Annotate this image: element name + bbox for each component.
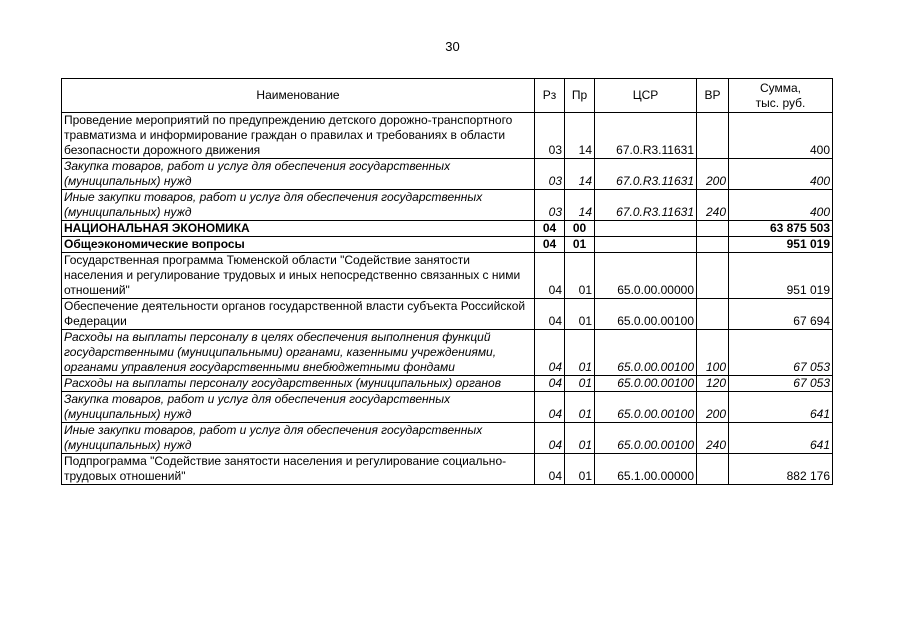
row-vr-cell: 100 <box>697 330 729 376</box>
row-sum-cell: 951 019 <box>729 253 833 299</box>
header-rz: Рз <box>535 79 565 113</box>
row-vr-cell <box>697 454 729 485</box>
row-vr-cell <box>697 253 729 299</box>
row-name-cell: Государственная программа Тюменской области "Содействие занятости населения и регулирование трудовых и иных непосредственно связанных с ними отношений" <box>62 253 535 299</box>
row-sum-cell: 400 <box>729 113 833 159</box>
row-csr-cell <box>595 237 697 253</box>
budget-table <box>61 78 833 485</box>
header-sum-line1: Сумма, <box>759 80 802 95</box>
table-row <box>62 392 833 423</box>
row-vr-cell <box>697 299 729 330</box>
row-pr-cell: 14 <box>565 113 595 159</box>
row-name-cell: Общеэкономические вопросы <box>62 237 535 253</box>
header-name: Наименование <box>62 79 535 113</box>
row-pr-cell: 01 <box>565 253 595 299</box>
row-csr-cell: 67.0.R3.11631 <box>595 113 697 159</box>
row-rz-cell: 04 <box>535 237 565 253</box>
header-csr: ЦСР <box>595 79 697 113</box>
row-csr-cell: 67.0.R3.11631 <box>595 190 697 221</box>
header-sum <box>729 79 833 113</box>
row-name-cell: Проведение мероприятий по предупреждению детского дорожно-транспортного травматизма и информирование граждан о правилах и требованиях в области безопасности дорожного движения <box>62 113 535 159</box>
table-row <box>62 299 833 330</box>
table-row <box>62 113 833 159</box>
row-name-cell: Обеспечение деятельности органов государственной власти субъекта Российской Федерации <box>62 299 535 330</box>
row-rz-cell: 03 <box>535 190 565 221</box>
row-rz-cell: 04 <box>535 299 565 330</box>
row-rz-cell: 04 <box>535 253 565 299</box>
row-name-cell: Иные закупки товаров, работ и услуг для обеспечения государственных (муниципальных) нужд <box>62 190 535 221</box>
table-row <box>62 237 833 253</box>
row-vr-cell <box>697 237 729 253</box>
table-row <box>62 454 833 485</box>
row-rz-cell: 04 <box>535 376 565 392</box>
row-name-cell: Закупка товаров, работ и услуг для обеспечения государственных (муниципальных) нужд <box>62 392 535 423</box>
table-row <box>62 221 833 237</box>
row-sum-cell: 641 <box>729 392 833 423</box>
page-number: 30 <box>445 39 460 54</box>
row-sum-cell: 63 875 503 <box>729 221 833 237</box>
row-csr-cell: 65.0.00.00100 <box>595 392 697 423</box>
table-header-row <box>62 79 833 113</box>
table-row <box>62 376 833 392</box>
table-row <box>62 190 833 221</box>
table-row <box>62 330 833 376</box>
row-pr-cell: 01 <box>565 376 595 392</box>
row-pr-cell: 01 <box>565 423 595 454</box>
row-vr-cell: 240 <box>697 190 729 221</box>
row-vr-cell: 240 <box>697 423 729 454</box>
row-pr-cell: 01 <box>565 299 595 330</box>
row-pr-cell: 00 <box>565 221 595 237</box>
row-pr-cell: 01 <box>565 330 595 376</box>
row-rz-cell: 04 <box>535 392 565 423</box>
row-sum-cell: 67 053 <box>729 330 833 376</box>
row-name-cell: Расходы на выплаты персоналу в целях обеспечения выполнения функций государственными (муниципальными) органами, казенными учреждениями, органами управления государственными внебюджетными фондами <box>62 330 535 376</box>
row-vr-cell: 200 <box>697 159 729 190</box>
row-sum-cell: 67 053 <box>729 376 833 392</box>
row-csr-cell: 65.0.00.00100 <box>595 423 697 454</box>
header-sum-line2: тыс. руб. <box>755 95 806 110</box>
row-pr-cell: 01 <box>565 237 595 253</box>
row-pr-cell: 14 <box>565 159 595 190</box>
row-pr-cell: 01 <box>565 392 595 423</box>
header-vr: ВР <box>697 79 729 113</box>
row-csr-cell: 65.0.00.00000 <box>595 253 697 299</box>
row-name-cell: Иные закупки товаров, работ и услуг для обеспечения государственных (муниципальных) нужд <box>62 423 535 454</box>
table-body <box>62 113 833 485</box>
row-rz-cell: 03 <box>535 113 565 159</box>
row-name-cell: Расходы на выплаты персоналу государственных (муниципальных) органов <box>62 376 535 392</box>
row-sum-cell: 641 <box>729 423 833 454</box>
row-rz-cell: 04 <box>535 454 565 485</box>
row-csr-cell <box>595 221 697 237</box>
row-pr-cell: 01 <box>565 454 595 485</box>
row-sum-cell: 67 694 <box>729 299 833 330</box>
row-pr-cell: 14 <box>565 190 595 221</box>
row-csr-cell: 65.1.00.00000 <box>595 454 697 485</box>
row-csr-cell: 65.0.00.00100 <box>595 330 697 376</box>
row-csr-cell: 65.0.00.00100 <box>595 376 697 392</box>
row-rz-cell: 04 <box>535 221 565 237</box>
row-sum-cell: 951 019 <box>729 237 833 253</box>
row-rz-cell: 03 <box>535 159 565 190</box>
row-sum-cell: 400 <box>729 190 833 221</box>
row-csr-cell: 65.0.00.00100 <box>595 299 697 330</box>
row-vr-cell: 120 <box>697 376 729 392</box>
row-name-cell: Закупка товаров, работ и услуг для обеспечения государственных (муниципальных) нужд <box>62 159 535 190</box>
row-vr-cell <box>697 221 729 237</box>
table-row <box>62 253 833 299</box>
table-row <box>62 159 833 190</box>
row-name-cell: НАЦИОНАЛЬНАЯ ЭКОНОМИКА <box>62 221 535 237</box>
row-csr-cell: 67.0.R3.11631 <box>595 159 697 190</box>
row-sum-cell: 400 <box>729 159 833 190</box>
row-vr-cell <box>697 113 729 159</box>
row-vr-cell: 200 <box>697 392 729 423</box>
header-pr: Пр <box>565 79 595 113</box>
row-sum-cell: 882 176 <box>729 454 833 485</box>
row-rz-cell: 04 <box>535 330 565 376</box>
row-name-cell: Подпрограмма "Содействие занятости населения и регулирование социально-трудовых отношений" <box>62 454 535 485</box>
table-row <box>62 423 833 454</box>
row-rz-cell: 04 <box>535 423 565 454</box>
